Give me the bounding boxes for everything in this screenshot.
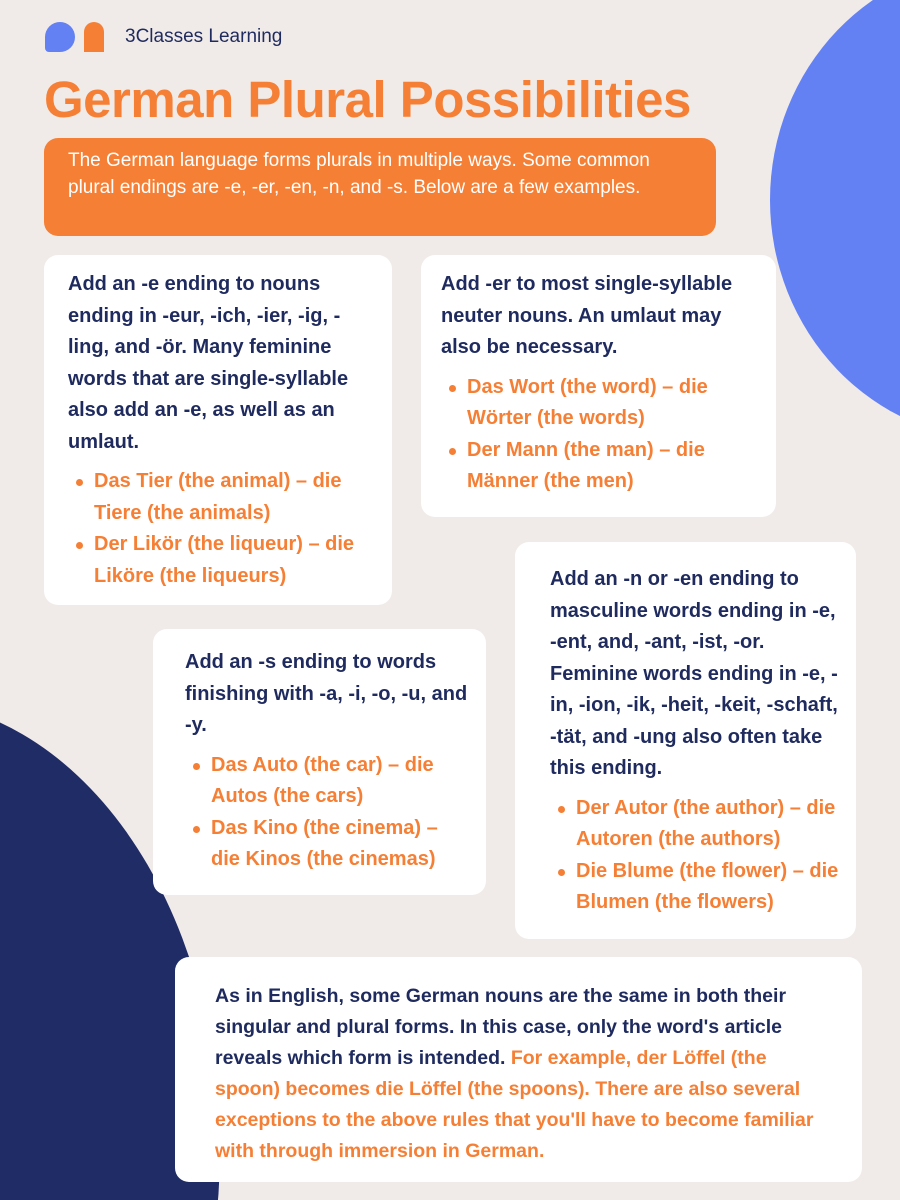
card-n-en-ending-examples — [550, 793, 842, 919]
example-item: Das Auto (the car) – die Autos (the cars) — [185, 750, 470, 813]
brand-header — [45, 22, 282, 52]
card-er-ending-examples — [441, 372, 756, 498]
same-form-example-highlight: For example, der Löffel (the spoon) becomes die Löffel (the spoons). There are also several exceptions to the above rules that you'll have to become familiar with through immersion in German. — [215, 1047, 814, 1162]
example-item: Der Likör (the liqueur) – die Liköre (the liqueurs) — [68, 529, 372, 592]
logo-orange-shape — [84, 22, 104, 52]
same-form-statement: As in English, some German nouns are the same in both their singular and plural forms. In this case, only the word's article reveals which form is intended. — [215, 985, 787, 1069]
intro-banner: The German language forms plurals in multiple ways. Some common plural endings are -e, -er, -en, -n, and -s. Below are a few examples. — [44, 138, 716, 236]
example-item: Das Tier (the animal) – die Tiere (the animals) — [68, 466, 372, 529]
card-same-form — [175, 957, 862, 1182]
card-s-ending-examples — [185, 750, 470, 876]
card-er-ending-text: Add -er to most single-syllable neuter nouns. An umlaut may also be necessary. — [441, 273, 733, 358]
card-e-ending-text: Add an -e ending to nouns ending in -eur, -ich, -ier, -ig, -ling, and -ör. Many feminine words that are single-syllable also add an -e, as well as an umlaut. — [68, 273, 349, 453]
card-same-form-text — [215, 981, 832, 1167]
logo-blue-shape — [45, 22, 75, 52]
card-e-ending-examples — [68, 466, 372, 592]
example-item: Der Mann (the man) – die Männer (the men) — [441, 435, 756, 498]
example-item: Das Wort (the word) – die Wörter (the words) — [441, 372, 756, 435]
card-s-ending — [153, 629, 486, 895]
card-n-en-ending-text: Add an -n or -en ending to masculine words ending in -e, -ent, and, -ant, -ist, -or. Feminine words ending in -e, -in, -ion, -ik, -heit, -keit, -schaft, -tät, and -ung also often take this ending. — [550, 568, 838, 779]
card-n-en-ending — [515, 542, 856, 939]
brand-name: 3Classes Learning — [125, 26, 283, 47]
page-title: German Plural Possibilities — [44, 71, 691, 128]
decorative-blue-blob — [770, 0, 900, 440]
3classes-logo-icon — [45, 22, 105, 52]
card-e-ending — [44, 255, 392, 605]
card-er-ending — [421, 255, 776, 517]
example-item: Der Autor (the author) – die Autoren (the authors) — [550, 793, 842, 856]
card-s-ending-text: Add an -s ending to words finishing with -a, -i, -o, -u, and -y. — [185, 651, 468, 736]
example-item: Das Kino (the cinema) – die Kinos (the cinemas) — [185, 813, 470, 876]
example-item: Die Blume (the flower) – die Blumen (the flowers) — [550, 856, 842, 919]
